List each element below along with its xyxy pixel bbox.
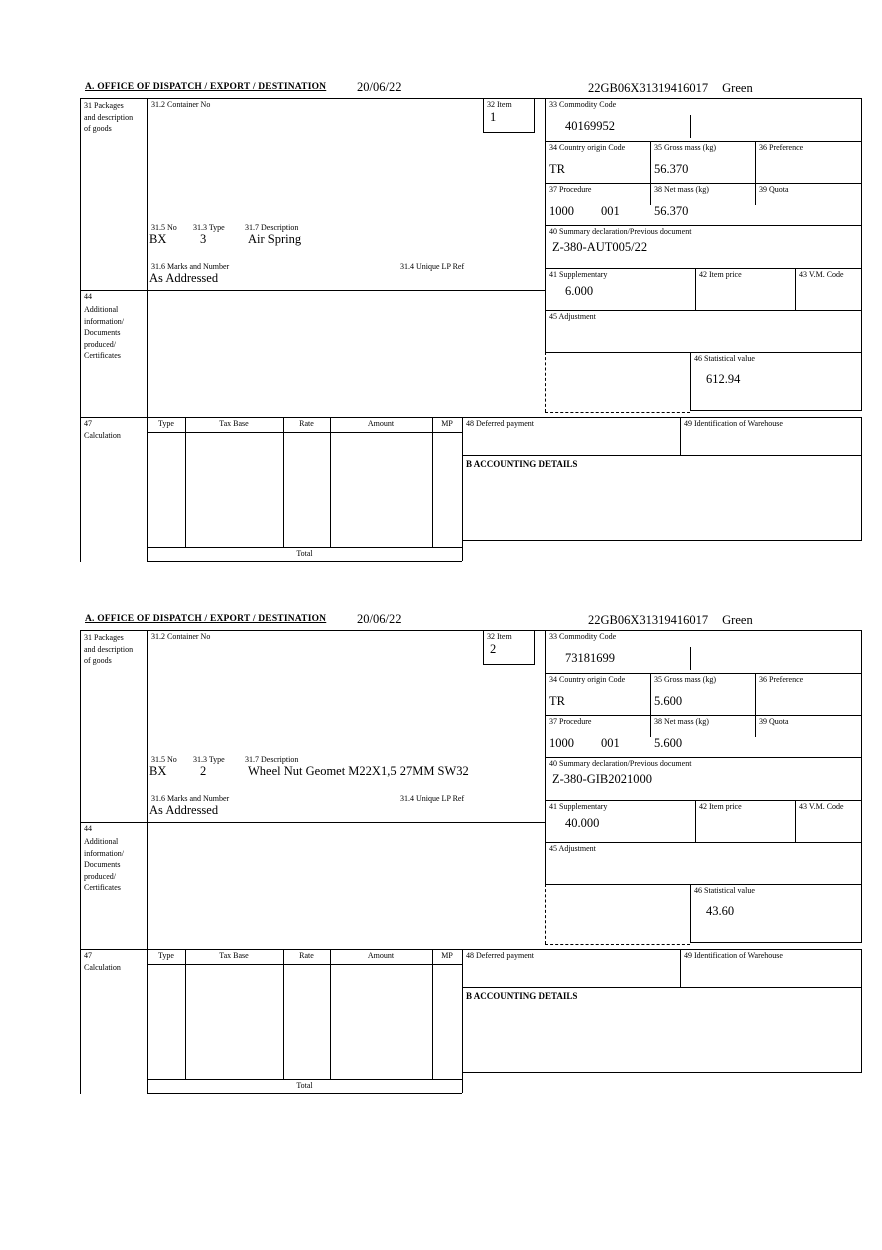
supplementary-value: 40.000 bbox=[565, 816, 600, 830]
commodity-code-label: 33 Commodity Code bbox=[549, 100, 617, 109]
grid-line bbox=[690, 410, 862, 411]
reference-group bbox=[588, 81, 753, 95]
col-mp-header: MP bbox=[441, 951, 453, 960]
grid-line bbox=[650, 141, 651, 205]
grid-line bbox=[147, 547, 462, 548]
grid-line bbox=[755, 141, 756, 205]
commodity-code-value: 73181699 bbox=[565, 651, 615, 665]
packages-no-label: 31.5 No bbox=[151, 755, 177, 764]
procedure-value: 1000 bbox=[549, 736, 574, 750]
grid-line bbox=[545, 225, 862, 226]
gross-mass-label: 35 Gross mass (kg) bbox=[654, 675, 716, 684]
calculation-label: Calculation bbox=[84, 431, 121, 440]
grid-line bbox=[80, 822, 545, 823]
grid-line-dashed bbox=[545, 944, 690, 945]
grid-line bbox=[330, 417, 331, 547]
additional-info-number: 44 bbox=[84, 292, 92, 301]
statistical-value-label: 46 Statistical value bbox=[694, 886, 755, 895]
calculation-number: 47 bbox=[84, 951, 92, 960]
gross-mass-label: 35 Gross mass (kg) bbox=[654, 143, 716, 152]
grid-line bbox=[690, 884, 691, 942]
procedure-label: 37 Procedure bbox=[549, 717, 592, 726]
description-label: 31.7 Description bbox=[245, 223, 299, 232]
routing-status: Green bbox=[722, 613, 753, 627]
grid-line-dashed bbox=[545, 412, 690, 413]
net-mass-label: 38 Net mass (kg) bbox=[654, 185, 709, 194]
grid-line bbox=[80, 290, 545, 291]
additional-info-label: Additional information/ Documents produced/ Certificates bbox=[84, 837, 124, 892]
grid-line bbox=[861, 949, 862, 1072]
grid-line bbox=[80, 949, 862, 950]
procedure-ext-value: 001 bbox=[601, 736, 620, 750]
package-code-value: BX bbox=[149, 764, 167, 778]
grid-line bbox=[283, 949, 284, 1079]
grid-line bbox=[545, 757, 862, 758]
description-label: 31.7 Description bbox=[245, 755, 299, 764]
calculation-label: Calculation bbox=[84, 963, 121, 972]
net-mass-label: 38 Net mass (kg) bbox=[654, 717, 709, 726]
grid-line bbox=[80, 417, 862, 418]
declaration-item-1 bbox=[0, 80, 882, 562]
gross-mass-value: 5.600 bbox=[654, 694, 683, 708]
grid-line bbox=[147, 432, 462, 433]
grid-line bbox=[861, 98, 862, 410]
country-origin-value: TR bbox=[549, 162, 565, 176]
grid-line bbox=[695, 800, 696, 842]
grid-line bbox=[695, 268, 696, 310]
grid-line-dashed bbox=[545, 352, 546, 412]
quota-label: 39 Quota bbox=[759, 717, 789, 726]
statistical-value: 43.60 bbox=[706, 904, 735, 918]
grid-line bbox=[545, 183, 862, 184]
package-count-value: 2 bbox=[200, 764, 207, 778]
additional-info-number: 44 bbox=[84, 824, 92, 833]
grid-line bbox=[650, 673, 651, 737]
supplementary-label: 41 Supplementary bbox=[549, 270, 608, 279]
box-a-title: A. OFFICE OF DISPATCH / EXPORT / DESTINATION bbox=[85, 82, 327, 92]
deferred-payment-label: 48 Deferred payment bbox=[466, 951, 534, 960]
marks-value: As Addressed bbox=[149, 803, 219, 817]
calculation-number: 47 bbox=[84, 419, 92, 428]
grid-line bbox=[147, 1079, 462, 1080]
grid-line bbox=[147, 1093, 462, 1094]
marks-label: 31.6 Marks and Number bbox=[151, 794, 230, 803]
grid-line bbox=[462, 1072, 862, 1073]
statistical-value-label: 46 Statistical value bbox=[694, 354, 755, 363]
item-price-label: 42 Item price bbox=[699, 270, 742, 279]
col-type-header: Type bbox=[158, 951, 174, 960]
summary-declaration-label: 40 Summary declaration/Previous document bbox=[549, 759, 692, 768]
box-b-title: B ACCOUNTING DETAILS bbox=[466, 459, 578, 469]
grid-line bbox=[545, 352, 862, 353]
container-no-label: 31.2 Container No bbox=[151, 632, 211, 641]
grid-line bbox=[795, 268, 796, 310]
grid-line bbox=[283, 417, 284, 547]
col-mp-header: MP bbox=[441, 419, 453, 428]
grid-line bbox=[545, 715, 862, 716]
total-label: Total bbox=[296, 1081, 313, 1090]
grid-line bbox=[545, 141, 862, 142]
reference-number: 22GB06X31319416017 bbox=[588, 613, 709, 627]
grid-line bbox=[545, 268, 862, 269]
preference-label: 36 Preference bbox=[759, 675, 804, 684]
commodity-code-value: 40169952 bbox=[565, 119, 615, 133]
net-mass-value: 5.600 bbox=[654, 736, 683, 750]
adjustment-label: 45 Adjustment bbox=[549, 844, 596, 853]
grid-line bbox=[545, 800, 862, 801]
total-label: Total bbox=[296, 549, 313, 558]
grid-line bbox=[462, 540, 862, 541]
procedure-value: 1000 bbox=[549, 204, 574, 218]
summary-declaration-label: 40 Summary declaration/Previous document bbox=[549, 227, 692, 236]
box-b-title: B ACCOUNTING DETAILS bbox=[466, 991, 578, 1001]
grid-line bbox=[80, 98, 81, 562]
reference-number: 22GB06X31319416017 bbox=[588, 81, 709, 95]
grid-line bbox=[545, 842, 862, 843]
packages-type-label: 31.3 Type bbox=[193, 223, 225, 232]
package-count-value: 3 bbox=[200, 232, 207, 246]
grid-line bbox=[462, 455, 862, 456]
warehouse-label: 49 Identification of Warehouse bbox=[684, 951, 783, 960]
preference-label: 36 Preference bbox=[759, 143, 804, 152]
date-value: 20/06/22 bbox=[357, 80, 402, 94]
gross-mass-value: 56.370 bbox=[654, 162, 689, 176]
grid-line bbox=[861, 630, 862, 942]
grid-line bbox=[185, 417, 186, 547]
previous-document-value: Z-380-AUT005/22 bbox=[552, 240, 648, 254]
unique-lp-label: 31.4 Unique LP Ref bbox=[400, 794, 465, 803]
grid-line bbox=[432, 417, 433, 547]
country-origin-label: 34 Country origin Code bbox=[549, 143, 626, 152]
additional-info-label: Additional information/ Documents produced/ Certificates bbox=[84, 305, 124, 360]
item-label: 32 Item bbox=[487, 100, 512, 109]
grid-line bbox=[545, 310, 862, 311]
vm-code-label: 43 V.M. Code bbox=[799, 270, 844, 279]
unique-lp-label: 31.4 Unique LP Ref bbox=[400, 262, 465, 271]
grid-line-dashed bbox=[545, 884, 546, 944]
grid-line bbox=[80, 630, 862, 631]
grid-line bbox=[330, 949, 331, 1079]
adjustment-label: 45 Adjustment bbox=[549, 312, 596, 321]
previous-document-value: Z-380-GIB2021000 bbox=[552, 772, 652, 786]
packages-type-label: 31.3 Type bbox=[193, 755, 225, 764]
grid-line bbox=[680, 949, 681, 987]
date-value: 20/06/22 bbox=[357, 612, 402, 626]
marks-label: 31.6 Marks and Number bbox=[151, 262, 230, 271]
grid-line bbox=[545, 673, 862, 674]
container-no-label: 31.2 Container No bbox=[151, 100, 211, 109]
col-tax-base-header: Tax Base bbox=[219, 951, 249, 960]
packages-label: 31 Packages and description of goods bbox=[84, 633, 134, 665]
item-price-label: 42 Item price bbox=[699, 802, 742, 811]
col-rate-header: Rate bbox=[299, 951, 314, 960]
grid-line bbox=[690, 942, 862, 943]
grid-line bbox=[680, 417, 681, 455]
vm-code-label: 43 V.M. Code bbox=[799, 802, 844, 811]
statistical-value: 612.94 bbox=[706, 372, 741, 386]
declaration-item-2 bbox=[0, 612, 882, 1094]
marks-value: As Addressed bbox=[149, 271, 219, 285]
quota-label: 39 Quota bbox=[759, 185, 789, 194]
grid-line bbox=[545, 884, 862, 885]
country-origin-value: TR bbox=[549, 694, 565, 708]
grid-line bbox=[147, 98, 148, 562]
grid-line bbox=[80, 630, 81, 1094]
grid-line bbox=[432, 949, 433, 1079]
procedure-ext-value: 001 bbox=[601, 204, 620, 218]
warehouse-label: 49 Identification of Warehouse bbox=[684, 419, 783, 428]
grid-line bbox=[755, 673, 756, 737]
item-number-value: 1 bbox=[490, 110, 497, 124]
col-type-header: Type bbox=[158, 419, 174, 428]
supplementary-label: 41 Supplementary bbox=[549, 802, 608, 811]
goods-description-value: Air Spring bbox=[248, 232, 302, 246]
grid-line bbox=[185, 949, 186, 1079]
reference-group bbox=[588, 613, 753, 627]
grid-line bbox=[147, 964, 462, 965]
commodity-separator bbox=[690, 647, 691, 670]
grid-line bbox=[80, 98, 862, 99]
col-amount-header: Amount bbox=[367, 419, 395, 428]
grid-line bbox=[147, 561, 462, 562]
commodity-separator bbox=[690, 115, 691, 138]
grid-line bbox=[462, 987, 862, 988]
country-origin-label: 34 Country origin Code bbox=[549, 675, 626, 684]
routing-status: Green bbox=[722, 81, 753, 95]
grid-line bbox=[861, 417, 862, 540]
supplementary-value: 6.000 bbox=[565, 284, 594, 298]
goods-description-value: Wheel Nut Geomet M22X1,5 27MM SW32 bbox=[248, 764, 469, 778]
grid-line bbox=[795, 800, 796, 842]
box-a-title: A. OFFICE OF DISPATCH / EXPORT / DESTINATION bbox=[85, 614, 327, 624]
packages-label: 31 Packages and description of goods bbox=[84, 101, 134, 133]
net-mass-value: 56.370 bbox=[654, 204, 689, 218]
grid-line bbox=[690, 352, 691, 410]
item-number-value: 2 bbox=[490, 642, 497, 656]
item-label: 32 Item bbox=[487, 632, 512, 641]
commodity-code-label: 33 Commodity Code bbox=[549, 632, 617, 641]
col-rate-header: Rate bbox=[299, 419, 314, 428]
col-tax-base-header: Tax Base bbox=[219, 419, 249, 428]
packages-no-label: 31.5 No bbox=[151, 223, 177, 232]
col-amount-header: Amount bbox=[367, 951, 395, 960]
grid-line bbox=[147, 630, 148, 1094]
package-code-value: BX bbox=[149, 232, 167, 246]
deferred-payment-label: 48 Deferred payment bbox=[466, 419, 534, 428]
procedure-label: 37 Procedure bbox=[549, 185, 592, 194]
